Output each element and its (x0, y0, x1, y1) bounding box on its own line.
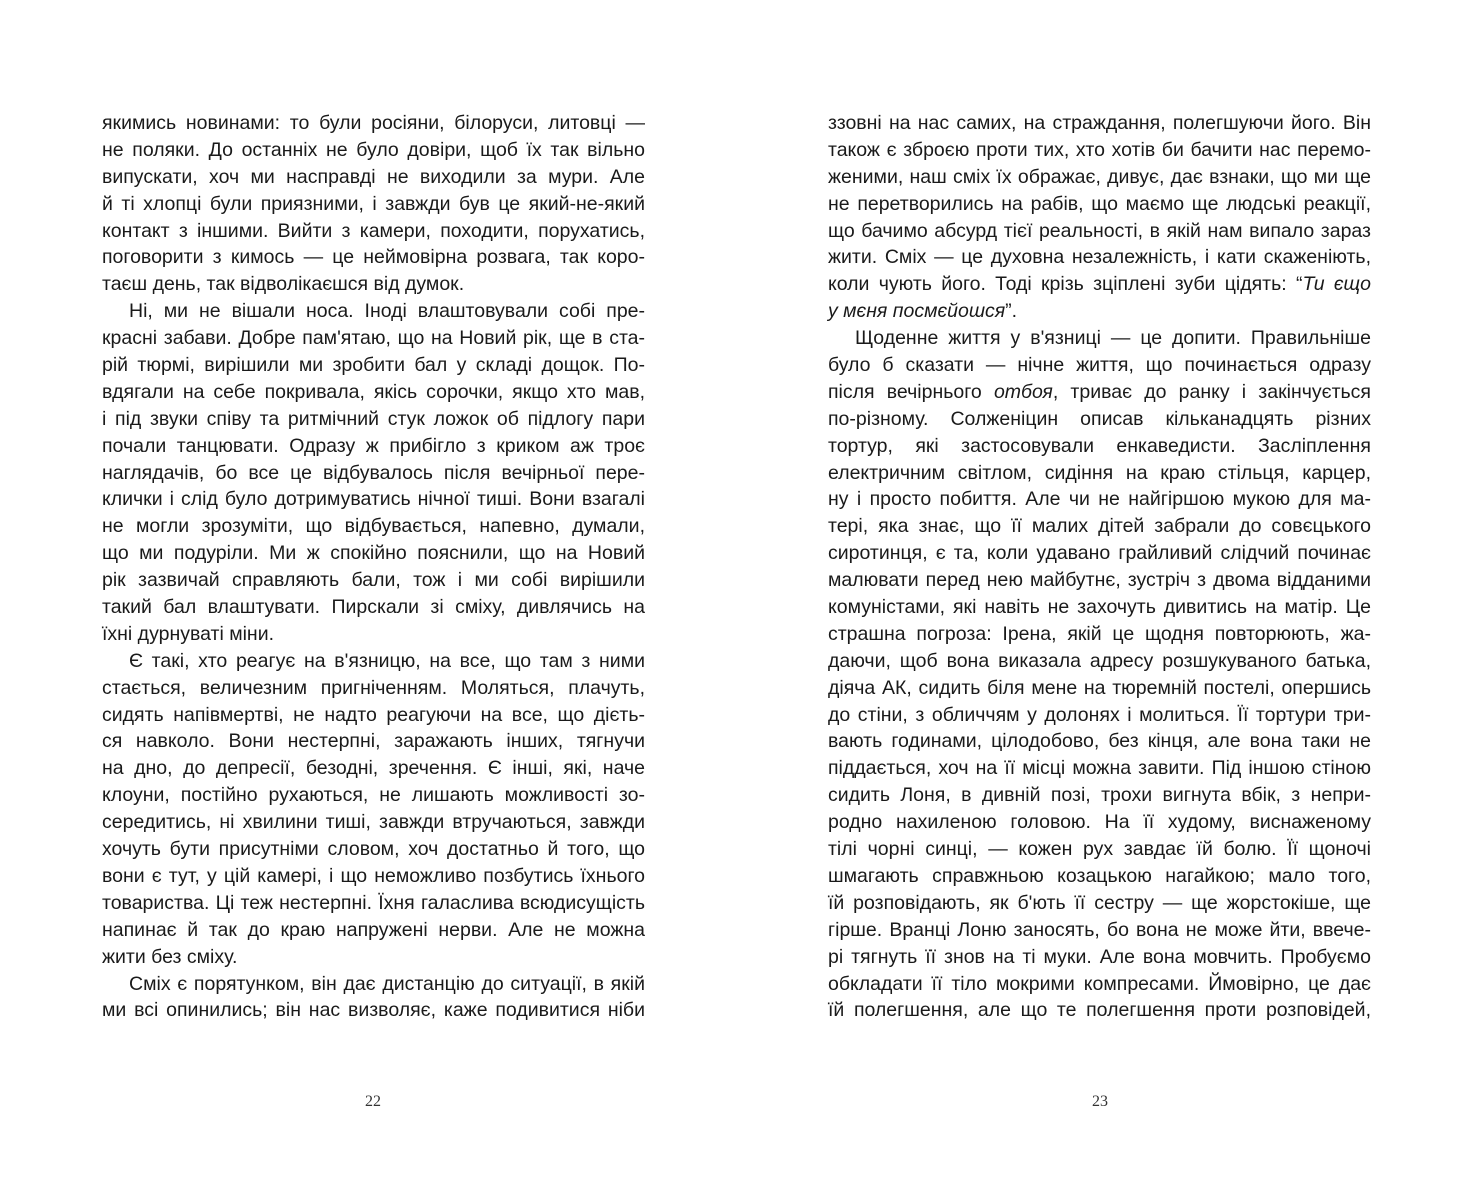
line-text: клички і слід було дотримуватись нічної тиші. Вони взагалі (102, 488, 645, 511)
text-line (102, 890, 645, 917)
text-line (828, 755, 1371, 782)
text-line (102, 460, 645, 487)
text-line (102, 648, 645, 675)
text-line (102, 621, 645, 648)
text-line (102, 352, 645, 379)
line-text: коли чують його. Тоді крізь зціплені зуби цідять: “ (828, 273, 1303, 296)
line-text: їй розповідають, як б'ють її сестру — ще жорстокіше, ще (828, 891, 1371, 914)
line-text: було б сказати — нічне життя, що починається одразу (828, 354, 1371, 377)
text-line (828, 325, 1371, 352)
line-text: ззовні на нас самих, на страждання, полегшуючи його. Він (828, 112, 1371, 134)
text-line (102, 271, 645, 298)
line-text-after: , триває до ранку і закінчується (1052, 380, 1371, 403)
text-line (828, 809, 1371, 836)
right-page-number: 23 (1092, 1093, 1108, 1110)
line-text: клоуни, постійно рухаються, не лишають можливості зо- (102, 784, 645, 807)
line-text: не поляки. До останніх не було довіри, щоб їх так вільно (102, 138, 645, 161)
text-line (102, 997, 645, 1024)
text-line (102, 540, 645, 567)
text-line (102, 433, 645, 460)
line-text: вони є тут, у цій камері, і що неможливо позбутись їхнього (102, 864, 645, 887)
line-text: тілі чорні синці, — кожен рух завдає їй болю. Її щоночі (828, 838, 1371, 861)
line-text: тортур, які застосовували енкаведисти. Засліплення (828, 434, 1371, 457)
line-text: почали танцювати. Одразу ж прибігло з криком аж троє (102, 434, 645, 457)
text-line (102, 675, 645, 702)
text-line (828, 836, 1371, 863)
text-line (828, 621, 1371, 648)
line-text: рі тягнуть її знов на ті муки. Але вона мовчить. Пробуємо (828, 945, 1371, 968)
line-text: рій тюрмі, вирішили ми зробити бал у складі дощок. По- (102, 354, 645, 377)
text-line (102, 244, 645, 271)
text-line (828, 191, 1371, 218)
line-text: ся навколо. Вони нестерпні, заражають інших, тягнучи (102, 730, 645, 753)
text-line (102, 863, 645, 890)
line-text-after: ”. (1005, 300, 1018, 323)
line-text: на дно, до депресії, безодні, зречення. Є інші, які, наче (102, 757, 645, 780)
text-line (828, 379, 1371, 406)
line-text: наглядачів, бо все це відбувалось після вечірньої пере- (102, 461, 645, 484)
line-text: електричним світлом, сидіння на краю стільця, карцер, (828, 461, 1371, 484)
line-text: також є зброєю проти тих, хто хотів би бачити нас перемо- (828, 138, 1371, 161)
line-text: по-різному. Солженіцин описав кільканадцять різних (828, 407, 1371, 430)
line-text: піддається, хоч на її місці можна завити. Під іншою стіною (828, 757, 1371, 780)
line-text: женими, наш сміх їх ображає, дивує, дає взнаки, що ми ще (828, 165, 1371, 188)
text-line (102, 567, 645, 594)
line-text: й ті хлопці були приязними, і завжди був це який-не-який (102, 192, 645, 215)
text-line (102, 137, 645, 164)
text-line (828, 460, 1371, 487)
text-line (828, 218, 1371, 245)
line-text: таєш день, так відволікаєшся від думок. (102, 273, 465, 296)
text-line (102, 917, 645, 944)
text-line (102, 110, 645, 137)
line-text: шмагають справжньою козацькою нагайкою; мало того, (828, 864, 1371, 887)
line-text: красні забави. Добре пам'ятаю, що на Новий рік, ще в ста- (102, 327, 645, 350)
text-line (828, 433, 1371, 460)
line-text: жити без сміху. (102, 945, 238, 968)
text-line (102, 191, 645, 218)
text-line (828, 648, 1371, 675)
text-line (828, 567, 1371, 594)
text-line (828, 298, 1371, 325)
text-line (102, 325, 645, 352)
line-text: жити. Сміх — це духовна незалежність, і кати скаженіють, (828, 246, 1371, 269)
text-line (828, 944, 1371, 971)
line-text: ми всі опинились; він нас визволяє, каже подивитися ніби (102, 999, 645, 1022)
line-text: їхні дурнуваті міни. (102, 622, 275, 645)
line-text: родно нахиленою головою. На її худому, виснаженому (828, 811, 1371, 834)
line-text: їй полегшення, але що те полегшення проти розповідей, (828, 999, 1371, 1022)
text-line (102, 702, 645, 729)
text-line (102, 486, 645, 513)
line-text: діяча АК, сидить біля мене на тюремній постелі, опершись (828, 676, 1371, 699)
line-text: після вечірнього (828, 380, 994, 403)
line-text: Ні, ми не вішали носа. Іноді влаштовували собі пре- (129, 300, 645, 323)
right-page-text (828, 110, 1371, 1024)
text-line (828, 971, 1371, 998)
text-line (102, 513, 645, 540)
line-text: контакт з іншими. Вийти з камери, походити, порухатись, (102, 219, 645, 242)
line-text: Є такі, хто реагує на в'язницю, на все, що там з ними (129, 649, 645, 672)
line-text: не перетворились на рабів, що маємо ще людські реакції, (828, 192, 1371, 215)
line-text: ну і просто побиття. Але чи не найгіршою мукою для ма- (828, 488, 1371, 511)
text-line (828, 164, 1371, 191)
line-text: не могли зрозуміти, що відбувається, напевно, думали, (102, 515, 645, 538)
line-text: сидить Лоня, в дивній позі, трохи вигнута вбік, з непри- (828, 784, 1371, 807)
left-page-text (102, 110, 645, 1024)
line-text: напинає й так до краю напружені нерви. Але не можна (102, 918, 645, 941)
line-text: обкладати її тіло мокрими компресами. Ймовірно, це дає (828, 972, 1371, 995)
text-line (828, 540, 1371, 567)
line-text: стається, величезним пригніченням. Моляться, плачуть, (102, 676, 645, 699)
text-line (102, 809, 645, 836)
line-text: вають годинами, цілодобово, без кінця, але вона таки не (828, 730, 1371, 753)
line-text: поговорити з кимось — це неймовірна розвага, так коро- (102, 246, 645, 269)
text-line (828, 244, 1371, 271)
line-text: комуністами, які навіть не захочуть дивитись на матір. Це (828, 596, 1371, 619)
text-line (102, 836, 645, 863)
line-text: до стіни, з обличчям у долонях і молиться. Її тортури три- (828, 703, 1371, 726)
italic-text: отбоя (993, 380, 1053, 403)
line-text: Сміх є порятунком, він дає дистанцію до ситуації, в якій (129, 972, 645, 995)
line-text: тері, яка знає, що її малих дітей забрали до совєцького (828, 515, 1371, 538)
text-line (828, 702, 1371, 729)
text-line (102, 164, 645, 191)
text-line (828, 137, 1371, 164)
text-line (102, 379, 645, 406)
right-page (737, 0, 1474, 1191)
text-line (828, 863, 1371, 890)
line-text: такий бал влаштувати. Пирскали зі сміху, дивлячись на (102, 596, 645, 619)
left-page-number: 22 (365, 1093, 381, 1110)
text-line (102, 298, 645, 325)
text-line (828, 110, 1371, 137)
line-text: Щоденне життя у в'язниці — це допити. Правильніше (855, 327, 1371, 350)
text-line (828, 675, 1371, 702)
text-line (828, 406, 1371, 433)
text-line (828, 997, 1371, 1024)
text-line (828, 917, 1371, 944)
line-text: сидять напівмертві, не надто реагуючи на все, що дієть- (102, 703, 645, 726)
line-text: вдягали на себе покривала, якісь сорочки, якщо хто мав, (102, 380, 645, 403)
text-line (102, 944, 645, 971)
text-line (102, 971, 645, 998)
text-line (828, 890, 1371, 917)
text-line (102, 406, 645, 433)
italic-text: Ти єщо (1302, 273, 1371, 296)
line-text: страшна погроза: Ірена, якій це щодня повторюють, жа- (828, 622, 1371, 645)
line-text: гірше. Вранці Лоню заносять, бо вона не може йти, ввече- (828, 918, 1371, 941)
text-line (102, 728, 645, 755)
line-text: малювати перед нею майбутнє, зустріч з двома відданими (828, 569, 1371, 592)
text-line (828, 594, 1371, 621)
text-line (828, 486, 1371, 513)
line-text: даючи, щоб вона виказала адресу розшукуваного батька, (828, 649, 1371, 672)
line-text: середитись, ні хвилини тиші, завжди втручаються, завжди (102, 811, 645, 834)
line-text: рік зазвичай справляють бали, тож і ми собі вирішили (102, 569, 645, 592)
line-text: випускати, хоч ми насправді не виходили за мури. Але (102, 165, 645, 188)
text-line (828, 728, 1371, 755)
italic-text: у мєня посмєйошся (828, 300, 1006, 323)
line-text: що ми подуріли. Ми ж спокійно пояснили, що на Новий (102, 542, 645, 565)
text-line (102, 594, 645, 621)
line-text: що бачимо абсурд тієї реальності, в якій нам випало зараз (828, 219, 1371, 242)
line-text: і під звуки співу та ритмічний стук ложок об підлогу пари (102, 407, 645, 430)
text-line (102, 755, 645, 782)
text-line (828, 782, 1371, 809)
line-text: хочуть бути присутніми словом, хоч достатньо й того, що (102, 838, 645, 861)
line-text: товариства. Ці теж нестерпні. Їхня галаслива всюдисущість (102, 891, 645, 914)
text-line (102, 218, 645, 245)
text-line (828, 271, 1371, 298)
text-line (828, 352, 1371, 379)
text-line (828, 513, 1371, 540)
line-text: якимись новинами: то були росіяни, білоруси, литовці — (102, 112, 645, 134)
text-line (102, 782, 645, 809)
line-text: сиротинця, є та, коли удавано грайливий слідчий починає (828, 542, 1371, 565)
